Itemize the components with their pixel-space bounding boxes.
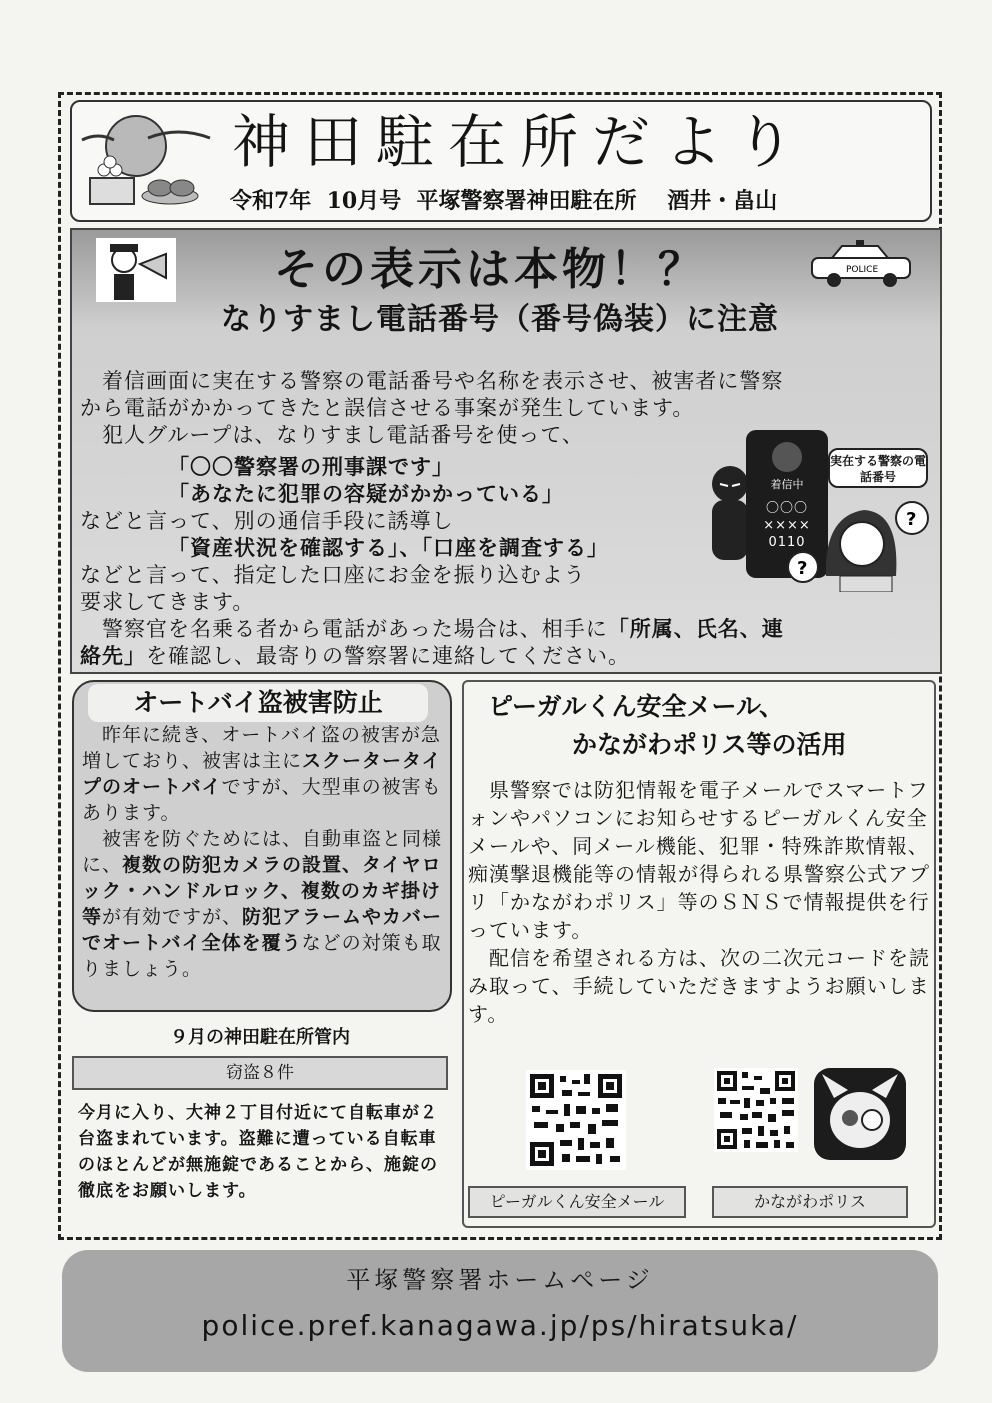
contact-emphasis: 絡先」: [80, 644, 146, 668]
heading-line: かながわポリス等の活用: [572, 730, 847, 759]
emphasis: 複数の防犯カメラの設置、タイヤロック・ハンドルロック、複数のカギ掛け等: [82, 854, 442, 928]
police-car-icon: [806, 238, 916, 290]
question-mark: ?: [797, 558, 808, 579]
police-car-label: POLICE: [846, 265, 879, 275]
text: 昨年に続き、オートバイ盗の被害が急増しており、被害は主に: [82, 724, 441, 772]
motorcycle-theft-title: オートバイ盗被害防止: [88, 684, 428, 722]
main-line: などと言って、別の通信手段に誘導し: [80, 509, 454, 533]
monthly-stats-heading: ９月の神田駐在所管内: [170, 1027, 350, 1048]
safety-mail-heading: [472, 688, 922, 764]
moon-viewing-illustration: [78, 108, 228, 212]
emphasis: スクータータイプのオートバイ: [82, 750, 442, 798]
label-kanagawa-police: かながわポリス: [712, 1186, 908, 1218]
heading-line: ピーガルくん安全メール、: [488, 692, 785, 721]
main-line: [80, 643, 936, 670]
question-bubble-icon: [786, 550, 820, 584]
emphasis: 防犯アラームやカバーでオートバイ全体を覆う: [82, 906, 443, 954]
main-line: などと言って、指定した口座にお金を振り込むよう: [80, 563, 586, 587]
main-text: を確認し、最寄りの警察署に連絡してください。: [146, 644, 630, 668]
text: が有効ですが、: [102, 906, 243, 928]
main-line: 要求してきます。: [80, 590, 255, 614]
number-line: 〇〇〇: [765, 501, 808, 516]
main-line: から電話がかかってきたと誤信させる事案が発生しています。: [80, 396, 695, 420]
qr-code-kanagawa-police[interactable]: [714, 1068, 798, 1152]
main-subheadline: なりすまし電話番号（番号偽装）に注意: [221, 302, 779, 337]
qr-code-peagal-mail[interactable]: [526, 1070, 626, 1170]
contact-emphasis: 「所属、氏名、連: [607, 617, 784, 641]
main-text: 警察官を名乗る者から電話があった場合は、相手に: [80, 617, 608, 641]
callout-real-number: 実在する警察の電話番号: [828, 448, 928, 488]
number-line: 0110: [768, 535, 806, 550]
label-peagal-mail: ピーガルくん安全メール: [468, 1186, 686, 1218]
quote-yougi: 「あなたに犯罪の容疑がかかっている」: [168, 482, 564, 506]
newsletter-title: 神田駐在所だより: [232, 108, 809, 176]
mail-paragraph: 配信を希望される方は、次の二次元コードを読み取って、手続していただきますようお願いします。: [468, 946, 930, 1026]
text: などの対策も取りましょう。: [82, 932, 442, 980]
text: ですが、大型車の被害もあります。: [82, 776, 442, 824]
quote-shisan: 「資産状況を確認する」、「口座を調査する」: [168, 536, 609, 560]
bicycle-theft-notice: 今月に入り、大神２丁目付近にて自転車が２台盗まれています。盗難に遭っている自転車のほとんどが無施錠であることから、施錠の徹底をお願いします。: [78, 1103, 438, 1201]
police-officer-megaphone-icon: [96, 238, 176, 302]
caller-number: [746, 500, 828, 551]
mail-paragraph: 県警察では防犯情報を電子メールでスマートフォンやパソコンにお知らせするピーガルくん安全メールや、同メール機能、犯罪・特殊詐欺情報、痴漢撃退機能等の情報が得られる県警察公式アプリ「かながわポリス」等のＳＮＳで情報提供を行っています。: [468, 778, 930, 942]
main-headline: その表示は本物！？: [274, 244, 706, 295]
worried-woman-illustration: [820, 496, 940, 592]
main-line: 着信画面に実在する警察の電話番号や名称を表示させ、被害者に警察: [80, 369, 784, 393]
main-line: 犯人グループは、なりすまし電話番号を使って、: [80, 423, 584, 447]
text: 被害を防ぐためには、自動車盗と同様に、: [82, 828, 443, 876]
homepage-url[interactable]: police.pref.kanagawa.jp/ps/hiratsuka/: [201, 1309, 799, 1342]
issue-line: 令和7年 10月号 平塚警察署神田駐在所 酒井・畠山: [230, 188, 778, 214]
main-line: [80, 616, 936, 643]
kanagawa-police-app-icon[interactable]: [814, 1068, 906, 1160]
safety-mail-body: [468, 776, 932, 1028]
homepage-label: 平塚警察署ホームページ: [346, 1266, 654, 1294]
number-line: ××××: [763, 518, 811, 533]
question-mark: ?: [906, 509, 917, 530]
theft-count-bar: 窃盗８件: [72, 1056, 448, 1090]
motorcycle-theft-body: [82, 722, 444, 982]
call-status: 着信中: [770, 478, 804, 491]
caller-avatar-icon: [772, 442, 802, 472]
quote-keiji: 「〇〇警察署の刑事課です」: [168, 455, 454, 479]
